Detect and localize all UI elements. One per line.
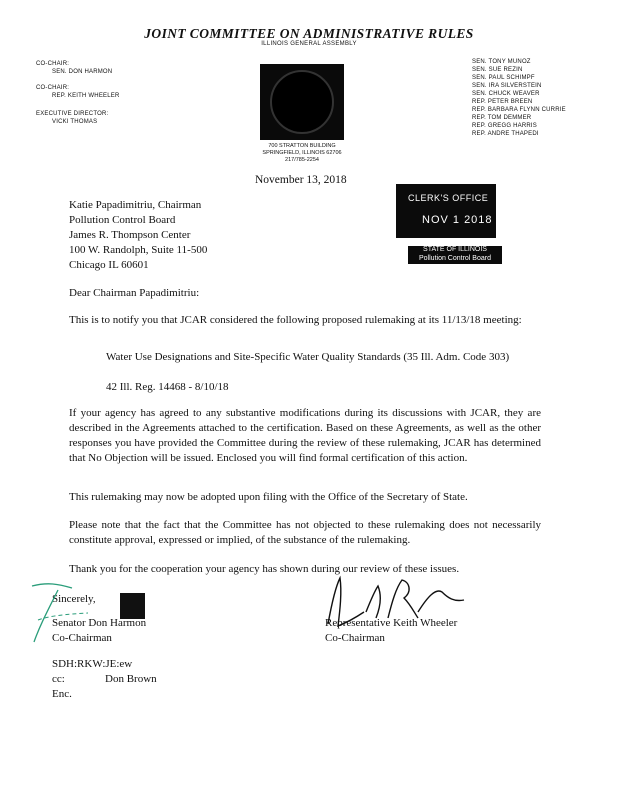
rulemaking-title: Water Use Designations and Site-Specific Water Quality Standards (35 Ill. Adm. Code 303) (106, 351, 510, 363)
member-item: REP. GREGG HARRIS (472, 123, 537, 129)
seal-icon (270, 70, 334, 134)
member-item: SEN. IRA SILVERSTEIN (472, 83, 542, 89)
co-chair-2-name: REP. KEITH WHEELER (52, 93, 120, 99)
agreements-paragraph: If your agency has agreed to any substantive modifications during its discussions with JCAR, they are described in the Agreements attached to the certification. Based on these Agreements, as well as the other responses you have provided the Committee during the review of these rulemaking, JCAR has determined that No Objection will be issued. Enclosed you will find formal certification of this action. (69, 407, 541, 464)
board-stamp-line-1: STATE OF ILLINOIS (423, 246, 487, 253)
enclosure-line: Enc. (52, 688, 72, 700)
co-chair-1-label: CO-CHAIR: (36, 61, 70, 67)
address-line-3: 217/785-2254 (285, 157, 319, 163)
co-chair-2-label: CO-CHAIR: (36, 85, 70, 91)
intro-paragraph: This is to notify you that JCAR considered the following proposed rulemaking at its 11/13/18 meeting: (69, 314, 522, 326)
redaction-block (120, 593, 145, 619)
initials-line: SDH:RKW:JE:ew (52, 658, 133, 670)
closing: Sincerely, (52, 593, 96, 605)
received-stamp (396, 184, 496, 238)
signer-right-name: Representative Keith Wheeler (325, 617, 458, 629)
cc-label: cc: (52, 673, 65, 685)
committee-subtitle: ILLINOIS GENERAL ASSEMBLY (261, 41, 357, 47)
note-paragraph: Please note that the fact that the Committee has not objected to these rulemaking does not necessarily constitute approval, expressed or implied, of the substance of the rulemaking. (69, 519, 541, 546)
board-stamp (408, 246, 502, 264)
member-item: SEN. SUE REZIN (472, 67, 523, 73)
adopt-paragraph: This rulemaking may now be adopted upon filing with the Office of the Secretary of State. (69, 491, 468, 503)
exec-director-label: EXECUTIVE DIRECTOR: (36, 111, 109, 117)
received-stamp-date: NOV 1 2018 (422, 214, 493, 226)
committee-address (240, 143, 364, 164)
member-item: REP. PETER BREEN (472, 99, 533, 105)
committee-members (472, 58, 566, 138)
recipient-line: Katie Papadimitriu, Chairman (69, 199, 202, 211)
recipient-line: Chicago IL 60601 (69, 259, 149, 271)
cc-name: Don Brown (105, 673, 157, 685)
member-item: REP. TOM DEMMER (472, 115, 532, 121)
signer-left-title: Co-Chairman (52, 632, 112, 644)
greeting: Dear Chairman Papadimitriu: (69, 287, 200, 299)
recipient-address (69, 198, 207, 273)
co-chair-1 (36, 60, 112, 76)
received-stamp-office: CLERK'S OFFICE (408, 193, 489, 203)
recipient-line: Pollution Control Board (69, 214, 176, 226)
exec-director-name: VICKI THOMAS (52, 119, 98, 125)
member-item: REP. BARBARA FLYNN CURRIE (472, 107, 566, 113)
letter-date: November 13, 2018 (255, 174, 347, 186)
member-item: SEN. TONY MUNOZ (472, 59, 531, 65)
member-item: SEN. PAUL SCHIMPF (472, 75, 535, 81)
rulemaking-reference: 42 Ill. Reg. 14468 - 8/10/18 (106, 381, 229, 393)
recipient-line: 100 W. Randolph, Suite 11-500 (69, 244, 208, 256)
address-line-2: SPRINGFIELD, ILLINOIS 62706 (262, 150, 342, 156)
state-seal (260, 64, 344, 140)
co-chair-1-name: SEN. DON HARMON (52, 69, 113, 75)
member-item: REP. ANDRE THAPEDI (472, 131, 539, 137)
recipient-line: James R. Thompson Center (69, 229, 191, 241)
board-stamp-line-2: Pollution Control Board (419, 254, 491, 262)
member-item: SEN. CHUCK WEAVER (472, 91, 540, 97)
co-chair-2 (36, 84, 120, 100)
signer-right-title: Co-Chairman (325, 632, 385, 644)
committee-title: JOINT COMMITTEE ON ADMINISTRATIVE RULES (144, 26, 474, 41)
address-line-1: 700 STRATTON BUILDING (268, 143, 336, 149)
thanks-paragraph: Thank you for the cooperation your agency has shown during our review of these issues. (69, 563, 460, 575)
signer-left-name: Senator Don Harmon (52, 617, 147, 629)
executive-director (36, 110, 108, 126)
